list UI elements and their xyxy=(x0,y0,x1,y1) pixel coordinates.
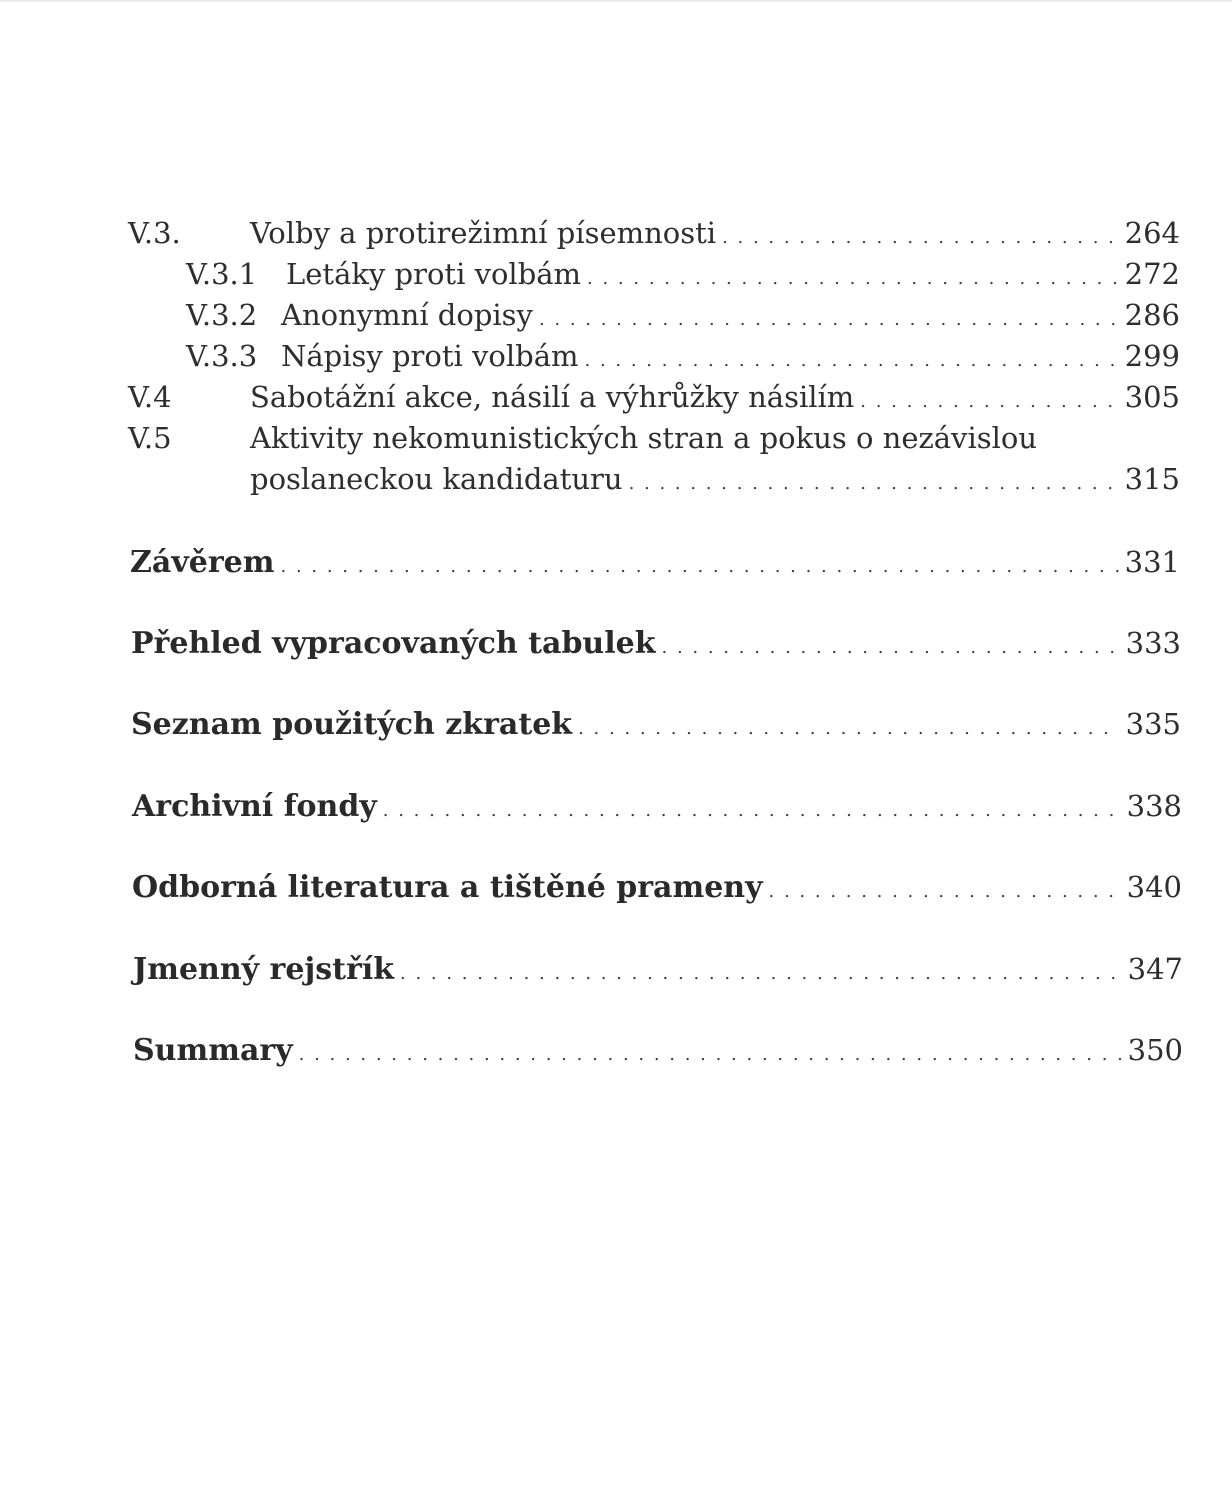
page-number: 264 xyxy=(1124,216,1180,250)
page-number: 331 xyxy=(1124,545,1180,579)
dot-leader xyxy=(629,473,1119,494)
section-number: V.5 xyxy=(128,421,172,455)
dot-leader xyxy=(383,800,1121,821)
section-title-line-1: Aktivity nekomunistických stran a pokus o nezávislou xyxy=(250,421,1038,455)
section-title: Volby a protirežimní písemnosti xyxy=(250,216,717,250)
toc-entry-v3-1[interactable] xyxy=(186,257,1180,291)
chapter-title: Seznam použitých zkratek xyxy=(131,707,573,742)
page-number: 305 xyxy=(1124,380,1180,414)
page-number: 335 xyxy=(1125,707,1181,741)
section-title: Sabotážní akce, násilí a výhrůžky násilím xyxy=(250,380,855,414)
dot-leader xyxy=(860,391,1118,412)
section-number: V.3.1 xyxy=(186,257,258,291)
section-number: V.3. xyxy=(128,216,181,250)
toc-entry-seznam-zkratek[interactable] xyxy=(131,707,1181,742)
dot-leader xyxy=(722,227,1119,248)
page-number: 315 xyxy=(1124,462,1180,496)
chapter-title: Jmenný rejstřík xyxy=(133,952,395,987)
page-number: 347 xyxy=(1127,952,1183,986)
page-number: 333 xyxy=(1125,626,1181,660)
toc-entry-v3-2[interactable] xyxy=(186,298,1180,332)
section-number: V.3.2 xyxy=(186,298,258,332)
toc-entry-v5-continuation[interactable] xyxy=(250,462,1180,496)
chapter-title: Přehled vypracovaných tabulek xyxy=(131,626,656,661)
toc-entry-prehled-tabulek[interactable] xyxy=(131,626,1181,661)
toc-entry-odborna-literatura[interactable] xyxy=(132,870,1182,905)
section-title: Nápisy proti volbám xyxy=(281,339,579,373)
page-number: 272 xyxy=(1124,257,1180,291)
toc-entry-v4[interactable] xyxy=(128,380,1180,414)
page-number: 340 xyxy=(1126,870,1182,904)
dot-leader xyxy=(539,309,1119,330)
dot-leader xyxy=(585,350,1119,371)
dot-leader xyxy=(662,637,1120,658)
chapter-title: Summary xyxy=(133,1033,293,1068)
page-number: 350 xyxy=(1127,1033,1183,1067)
section-number: V.3.3 xyxy=(186,339,258,373)
dot-leader xyxy=(400,963,1122,984)
dot-leader xyxy=(299,1044,1122,1065)
dot-leader xyxy=(578,718,1120,739)
dot-leader xyxy=(587,268,1119,289)
chapter-title: Odborná literatura a tištěné prameny xyxy=(132,870,763,905)
toc-entry-zaverem[interactable] xyxy=(130,545,1180,580)
toc-entry-v3-3[interactable] xyxy=(186,339,1180,373)
section-title-line-2: poslaneckou kandidaturu xyxy=(250,462,623,496)
toc-entry-summary[interactable] xyxy=(133,1033,1183,1068)
page-number: 338 xyxy=(1126,789,1182,823)
section-title: Anonymní dopisy xyxy=(281,298,533,332)
section-number: V.4 xyxy=(128,380,172,414)
chapter-title: Závěrem xyxy=(130,545,275,580)
toc-entry-v5[interactable] xyxy=(128,421,1037,455)
page-number: 299 xyxy=(1124,339,1180,373)
toc-entry-v3[interactable] xyxy=(128,216,1180,250)
chapter-title: Archivní fondy xyxy=(132,789,377,824)
section-title: Letáky proti volbám xyxy=(286,257,582,291)
toc-entry-jmenny-rejstrik[interactable] xyxy=(133,952,1183,987)
dot-leader xyxy=(281,556,1119,577)
page-number: 286 xyxy=(1124,298,1180,332)
dot-leader xyxy=(769,881,1121,902)
toc-entry-archivni-fondy[interactable] xyxy=(132,789,1182,824)
